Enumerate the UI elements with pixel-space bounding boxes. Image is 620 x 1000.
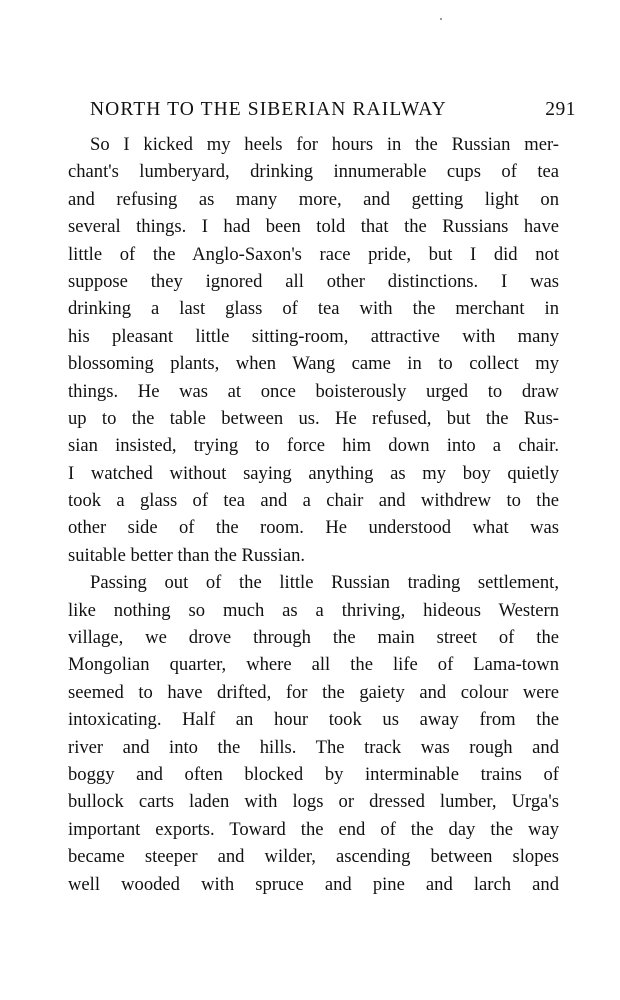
page-number: 291: [545, 99, 576, 120]
text-line: chant's lumberyard, drinking innumerable cups of tea: [68, 161, 559, 183]
text-line: seemed to have drifted, for the gaiety and colour were: [68, 681, 559, 703]
text-line: up to the table between us. He refused, but the Rus-: [68, 407, 559, 429]
page-header: [84, 96, 576, 124]
running-head: NORTH TO THE SIBERIAN RAILWAY: [90, 99, 447, 120]
text-line: things. He was at once boisterously urged to draw: [68, 380, 559, 402]
text-line: and refusing as many more, and getting light on: [68, 188, 559, 210]
text-line: river and into the hills. The track was rough and: [68, 736, 559, 758]
text-line: suppose they ignored all other distinctions. I was: [68, 270, 559, 292]
text-line: suitable better than the Russian.: [68, 544, 306, 566]
text-line: Passing out of the little Russian trading settlement,: [90, 572, 559, 594]
text-line: several things. I had been told that the Russians have: [68, 216, 559, 238]
text-line: village, we drove through the main street of the: [68, 627, 559, 649]
text-line: became steeper and wilder, ascending between slopes: [68, 846, 559, 868]
text-line: like nothing so much as a thriving, hideous Western: [68, 599, 559, 621]
text-line: other side of the room. He understood what was: [68, 517, 559, 539]
text-line: Mongolian quarter, where all the life of Lama-town: [68, 654, 559, 676]
text-line: So I kicked my heels for hours in the Russian mer-: [90, 134, 559, 155]
text-line: important exports. Toward the end of the day the way: [68, 818, 559, 840]
text-line: little of the Anglo-Saxon's race pride, but I did not: [68, 243, 559, 265]
text-line: bullock carts laden with logs or dressed lumber, Urga's: [68, 791, 559, 813]
text-line: boggy and often blocked by interminable trains of: [68, 763, 559, 785]
text-line: blossoming plants, when Wang came in to collect my: [68, 353, 559, 375]
text-line: took a glass of tea and a chair and withdrew to the: [68, 490, 559, 512]
text-line: his pleasant little sitting-room, attractive with many: [68, 325, 559, 347]
scan-speck: [440, 18, 442, 20]
text-line: I watched without saying anything as my boy quietly: [68, 462, 559, 484]
text-line: sian insisted, trying to force him down into a chair.: [68, 435, 559, 457]
text-line: intoxicating. Half an hour took us away from the: [68, 709, 559, 731]
body-text: [68, 131, 559, 898]
text-line: well wooded with spruce and pine and larch and: [68, 873, 559, 895]
text-line: drinking a last glass of tea with the merchant in: [68, 298, 559, 320]
